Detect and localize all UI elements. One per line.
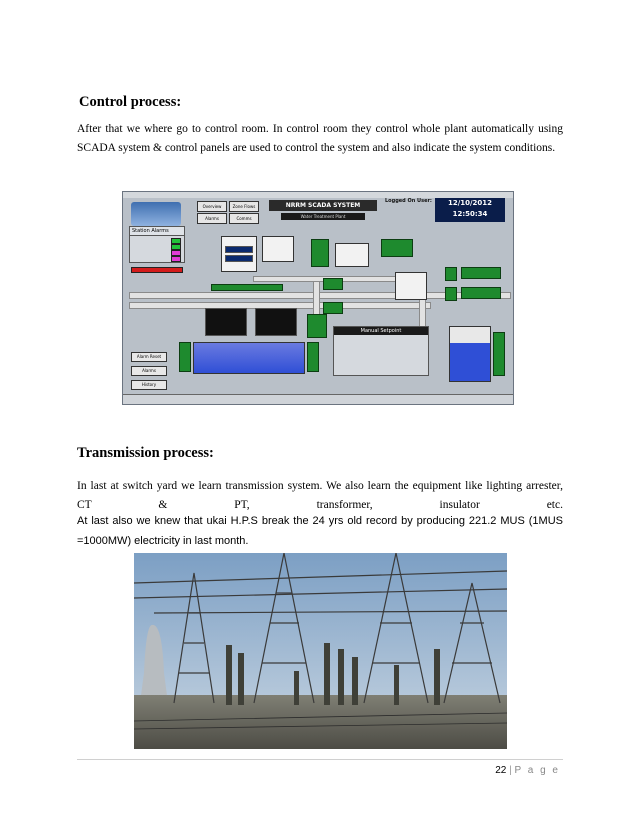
scada-reservoir-tank [449,326,491,382]
photo-ground [134,695,507,749]
scada-indicator [445,267,457,281]
scada-uv-unit [323,302,343,314]
page-footer [495,765,560,776]
scada-level-bar [493,332,505,376]
scada-alarm-reset-button: Alarm Reset [131,352,167,362]
scada-mode-box [262,236,294,262]
scada-colour-box [395,272,427,300]
scada-alarm-led [171,256,181,262]
scada-manual-setpoint-title: Manual Setpoint [334,327,428,335]
scada-manual-setpoint-panel [333,326,429,376]
scada-station-alarms-title: Station Alarms [129,226,185,236]
scada-status-bar [123,394,513,405]
scada-time: 12:50:34 [452,210,488,218]
scada-nav-comms: Comms [229,213,259,224]
scada-screenshot [122,191,514,405]
page-number: 22 [495,765,507,776]
scada-uv-unit [323,278,343,290]
scada-reading [461,287,501,299]
transmission-process-heading: Transmission process: [77,445,214,461]
scada-pump-display [255,308,297,336]
scada-nav-overview: Overview [197,201,227,212]
scada-clear-well-tank [193,342,305,374]
scada-history-button: History [131,380,167,390]
footer-separator: | [509,765,512,776]
scada-uv-box [335,243,369,267]
scada-nav-zone-flows: Zone Flows [229,201,259,212]
scada-alarms-button: Alarms [131,366,167,376]
scada-logged-on-label: Logged On User: [385,198,432,204]
footer-rule [77,759,563,760]
scada-clock [435,198,505,222]
scada-subtitle: Water Treatment Plant [281,213,365,220]
page-label: P a g e [514,765,560,776]
scada-status-box [307,314,327,338]
scada-flow-readout [225,246,253,253]
control-process-heading: Control process: [79,94,182,110]
scada-date: 12/10/2012 [447,199,493,207]
scada-title: NRRM SCADA SYSTEM [269,200,377,211]
scada-reading [461,267,501,279]
scada-nav-alarms: Alarms [197,213,227,224]
scada-local-duty [211,284,283,291]
scada-status-box [311,239,329,267]
transmission-paragraph: In last at switch yard we learn transmission system. We also learn the equipment like lighting arrester, CT & PT, transformer, insulator etc. [77,480,563,511]
scada-logo [131,202,181,226]
switch-yard-photo [134,553,507,749]
control-process-paragraph: After that we where go to control room. In control room they control whole plant automatically using SCADA system & control panels are used to control the system and also indicate the system conditions. [77,123,563,154]
scada-pump-display [205,308,247,336]
scada-alarm-banner [131,267,183,273]
scada-uv-status [381,239,413,257]
scada-indicator [445,287,457,301]
scada-level-bar [179,342,191,372]
scada-level-bar [307,342,319,372]
scada-flow-readout [225,255,253,262]
ukai-record-paragraph: At last also we knew that ukai H.P.S break the 24 yrs old record by producing 221.2 MUS (1MUS =1000MW) electricity in last month. [77,515,563,547]
scada-flow-box [221,236,257,272]
